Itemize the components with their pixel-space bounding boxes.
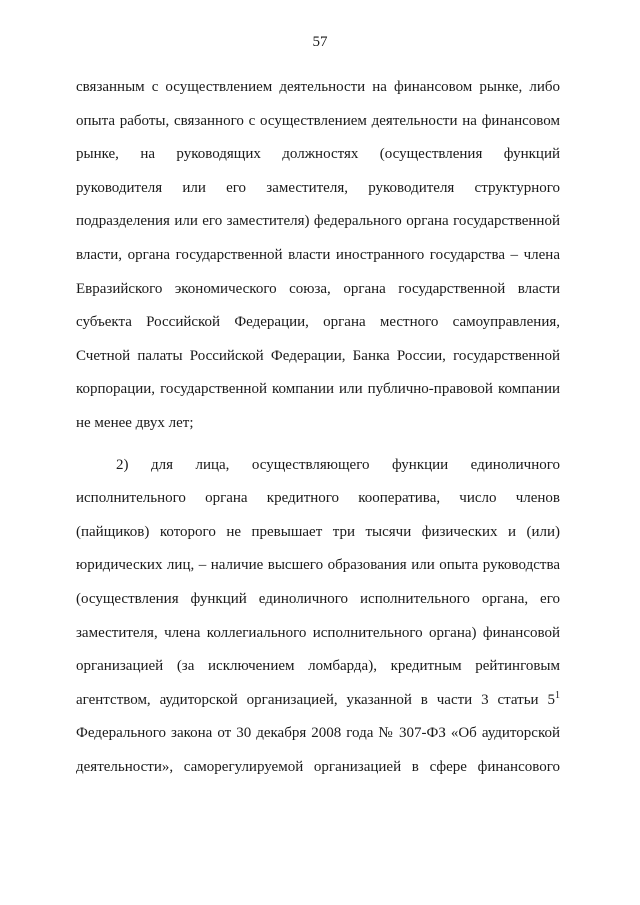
text-line: связанным с осуществлением деятельности на финансовом рынке, либо	[76, 79, 560, 95]
text-line: Счетной палаты Российской Федерации, Банка России, государственной	[76, 347, 560, 364]
text-line: опыта работы, связанного с осуществлением деятельности на финансовом	[76, 112, 560, 129]
document-body	[76, 71, 560, 784]
superscript: 1	[555, 689, 560, 701]
text-line: организацией (за исключением ломбарда), кредитным рейтинговым	[76, 658, 560, 675]
text-line: Федерального закона от 30 декабря 2008 года № 307-ФЗ «Об аудиторской	[76, 725, 560, 742]
text-line: (пайщиков) которого не превышает три тысячи физических и (или)	[76, 523, 560, 540]
text-line: не менее двух лет;	[76, 414, 194, 431]
text-line: Евразийского экономического союза, органа государственной власти	[76, 280, 560, 297]
text-line: руководителя или его заместителя, руководителя структурного	[76, 179, 560, 196]
text-line: исполнительного органа кредитного кооператива, число членов	[76, 490, 560, 507]
text-line: власти, органа государственной власти иностранного государства – члена	[76, 246, 560, 263]
text-line-body: агентством, аудиторской организацией, указанной в части 3 статьи 5	[76, 691, 555, 708]
text-line: заместителя, члена коллегиального исполнительного органа) финансовой	[76, 624, 560, 641]
text-line: (осуществления функций единоличного исполнительного органа, его	[76, 590, 560, 607]
text-line: корпорации, государственной компании или публично-правовой компании	[76, 381, 560, 398]
text-line: рынке, на руководящих должностях (осуществления функций	[76, 146, 560, 163]
text-line: 2) для лица, осуществляющего функции единоличного	[116, 456, 560, 473]
page-number: 57	[312, 34, 328, 50]
text-line: деятельности», саморегулируемой организацией в сфере финансового	[76, 758, 560, 775]
paragraph-gap	[76, 441, 560, 449]
text-line: юридических лиц, – наличие высшего образования или опыта руководства	[76, 557, 560, 574]
text-line: подразделения или его заместителя) федерального органа государственной	[76, 213, 560, 230]
text-line: субъекта Российской Федерации, органа местного самоуправления,	[76, 314, 560, 331]
text-line-with-superscript	[76, 684, 560, 718]
